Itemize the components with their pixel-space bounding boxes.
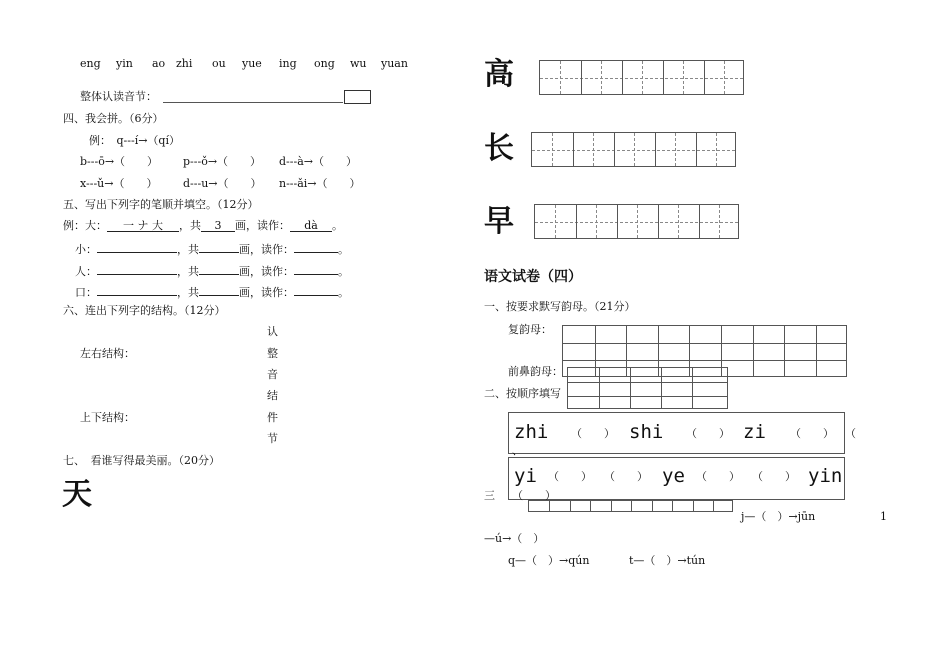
pinyin-zhi: zhi [514, 421, 549, 443]
practice-char-chang: 长 [484, 131, 514, 166]
s5-gong: ，共 [177, 286, 199, 299]
pinyin-blank[interactable]: （ ） [696, 470, 740, 483]
syllable: ao [152, 57, 166, 70]
s5-item-row [75, 283, 349, 300]
syllable: wu [350, 57, 367, 70]
s5-example-mid: ，共 [179, 219, 201, 232]
pinyin-blank[interactable]: （ ） [790, 427, 834, 440]
s5-hua: 画，读作： [239, 286, 294, 299]
reading-blank[interactable] [294, 283, 338, 296]
spell-qun[interactable]: q—（ ）→qún [508, 554, 590, 567]
pinyin-shi: shi [629, 421, 664, 443]
syllable: yin [116, 57, 133, 70]
reading-blank[interactable] [294, 240, 338, 253]
punctuation-mark: 、 [512, 444, 523, 457]
page-number: 1 [880, 510, 887, 523]
pinyin-zi: zi [743, 421, 766, 443]
structure-char[interactable]: 认 [267, 325, 278, 338]
pinyin-blank[interactable]: （ ） [571, 427, 615, 440]
syllable: yuan [381, 57, 408, 70]
pinyin-yin: yin [808, 465, 843, 487]
pinyin-yi: yi [514, 465, 537, 487]
practice-char-zao: 早 [484, 204, 514, 239]
s5-hua: 画，读作： [239, 243, 294, 256]
spell-jun[interactable]: j—（ ）→jūn [741, 510, 816, 523]
writing-grid[interactable] [539, 60, 744, 95]
syllable: yue [242, 57, 262, 70]
answer-line[interactable] [163, 102, 343, 103]
structure-char[interactable]: 结 [267, 389, 278, 402]
r2-title: 二、按顺序填写 [484, 387, 561, 400]
structure-char[interactable]: 音 [267, 368, 278, 381]
s4-item[interactable]: x---ǔ→（ ） [80, 177, 158, 190]
syllable: eng [80, 57, 101, 70]
structure-char[interactable]: 整 [267, 347, 278, 360]
s5-char: 人： [75, 265, 97, 278]
structure-char[interactable]: 件 [267, 411, 278, 424]
s4-item[interactable]: d---à→（ ） [279, 155, 357, 168]
section-4-title: 四、我会拼。（6分） [63, 112, 164, 125]
s4-item[interactable]: n---ǎi→（ ） [279, 177, 361, 190]
qianbi-label: 前鼻韵母： [508, 365, 563, 378]
pinyin-blank[interactable]: （ ） [604, 470, 648, 483]
section-6-title: 六、连出下列字的结构。（12分） [63, 304, 226, 317]
r1-title: 一、按要求默写韵母。（21分） [484, 300, 636, 313]
pinyin-blank[interactable]: （ ） [686, 427, 730, 440]
s4-item[interactable]: d---u→（ ） [183, 177, 262, 190]
zhengti-label: 整体认读音节： [80, 90, 157, 103]
s5-char: 小： [75, 243, 97, 256]
s5-item-row [75, 262, 349, 279]
count-blank[interactable] [199, 283, 239, 296]
s5-end: 。 [338, 286, 349, 299]
s5-item-row [75, 240, 349, 257]
s5-example-hua: 画，读作： [235, 219, 290, 232]
top-bottom-label: 上下结构： [80, 411, 135, 424]
left-right-label: 左右结构： [80, 347, 135, 360]
s5-end: 。 [338, 265, 349, 278]
spell-u[interactable]: —ú→（ ） [484, 532, 545, 545]
count-blank[interactable] [199, 240, 239, 253]
s5-example-strokes: 一 ナ 大 [107, 219, 179, 232]
s5-gong: ，共 [177, 243, 199, 256]
pinyin-blank[interactable]: （ ） [548, 470, 592, 483]
strokes-blank[interactable] [97, 283, 177, 296]
writing-grid[interactable] [534, 204, 739, 239]
s5-char: 口： [75, 286, 97, 299]
strokes-blank[interactable] [97, 262, 177, 275]
practice-char-tian: 天 [62, 477, 92, 512]
small-grid[interactable] [528, 500, 733, 512]
s4-item[interactable]: b---ō→（ ） [80, 155, 159, 168]
answer-box[interactable] [344, 90, 371, 104]
spell-tun[interactable]: t—（ ）→tún [629, 554, 706, 567]
syllable: ing [279, 57, 297, 70]
s5-end: 。 [338, 243, 349, 256]
syllable: zhi [176, 57, 193, 70]
strokes-blank[interactable] [97, 240, 177, 253]
pinyin-ye: ye [662, 465, 685, 487]
s4-example: 例： q---í→（qí） [89, 134, 180, 147]
s4-item[interactable]: p---ǒ→（ ） [183, 155, 262, 168]
pinyin-blank[interactable]: （ ） [512, 489, 556, 502]
structure-char[interactable]: 节 [267, 432, 278, 445]
syllable: ong [314, 57, 335, 70]
s5-example-prefix: 例：大： [63, 219, 107, 232]
qianbi-grid[interactable] [567, 367, 728, 409]
s5-example-row [63, 219, 343, 233]
s5-gong: ，共 [177, 265, 199, 278]
section-5-title: 五、写出下列字的笔顺并填空。（12分） [63, 198, 259, 211]
s5-example-count: 3 [201, 219, 235, 232]
pinyin-blank[interactable]: （ [845, 427, 856, 440]
s5-hua: 画，读作： [239, 265, 294, 278]
pinyin-blank[interactable]: （ ） [752, 470, 796, 483]
syllable: ou [212, 57, 226, 70]
section-7-title: 七、 看谁写得最美丽。（20分） [63, 454, 220, 467]
paper-title: 语文试卷（四） [484, 269, 582, 285]
s5-example-reading: dà [290, 219, 332, 232]
count-blank[interactable] [199, 262, 239, 275]
s5-example-end: 。 [332, 219, 343, 232]
practice-char-gao: 高 [484, 57, 514, 92]
writing-grid[interactable] [531, 132, 736, 167]
fuyunmu-label: 复韵母： [508, 323, 552, 336]
section-three-marker: 三 [484, 489, 495, 502]
reading-blank[interactable] [294, 262, 338, 275]
